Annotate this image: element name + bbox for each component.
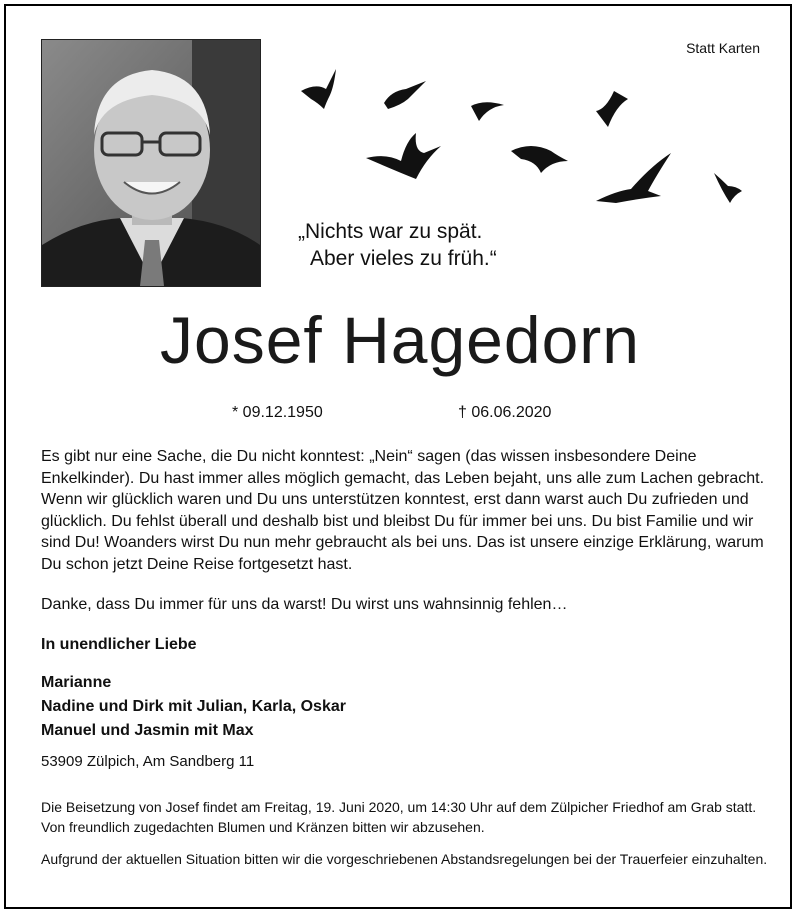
quote-line-1: „Nichts war zu spät. <box>298 220 483 243</box>
funeral-info: Die Beisetzung von Josef findet am Freitag, 19. Juni 2020, um 14:30 Uhr auf dem Zülpicher Friedhof am Grab statt. Von freundlich zugedachten Blumen und Kränzen bitten wir abzusehen. <box>41 799 757 835</box>
mourners-intro: In unendlicher Liebe <box>41 636 197 653</box>
quote <box>298 218 497 272</box>
portrait-photo <box>41 39 261 287</box>
statt-karten-label: Statt Karten <box>686 40 760 56</box>
mourner-name: Marianne <box>41 674 112 691</box>
tribute-text: Es gibt nur eine Sache, die Du nicht konntest: „Nein“ sagen (das wissen insbesondere Deine Enkelkinder). Du hast immer alles möglich gemacht, das Leben bejaht, uns alle zum Lachen gebracht. Wenn wir glücklich waren und Du uns unterstützen konntest, erst dann warst auch Du zufrieden und glücklich. Du fehlst überall und deshalb bist und bleibst Du für immer bei uns. Du bist Familie und wir sind Du! Woanders wirst Du nun mehr gebraucht als bei uns. Das ist unsere einzige Erklärung, warum Du schon jetzt Deine Reise fortgesetzt hast. <box>41 448 765 573</box>
obituary-frame <box>4 4 792 909</box>
thanks-line: Danke, dass Du immer für uns da warst! Du wirst uns wahnsinnig fehlen… <box>41 596 568 613</box>
death-date: † 06.06.2020 <box>458 404 552 421</box>
deceased-name: Josef Hagedorn <box>160 303 640 377</box>
birth-date: * 09.12.1950 <box>232 404 323 421</box>
mourner-name: Manuel und Jasmin mit Max <box>41 722 254 739</box>
tribute-paragraph <box>41 446 771 575</box>
birds-icon <box>296 61 766 221</box>
mourner-name: Nadine und Dirk mit Julian, Karla, Oskar <box>41 698 346 715</box>
quote-line-2: Aber vieles zu früh.“ <box>310 247 497 270</box>
mourners-list <box>41 671 346 743</box>
address: 53909 Zülpich, Am Sandberg 11 <box>41 753 255 770</box>
covid-notice: Aufgrund der aktuellen Situation bitten wir die vorgeschriebenen Abstandsregelungen bei der Trauerfeier einzuhalten. <box>41 851 768 867</box>
